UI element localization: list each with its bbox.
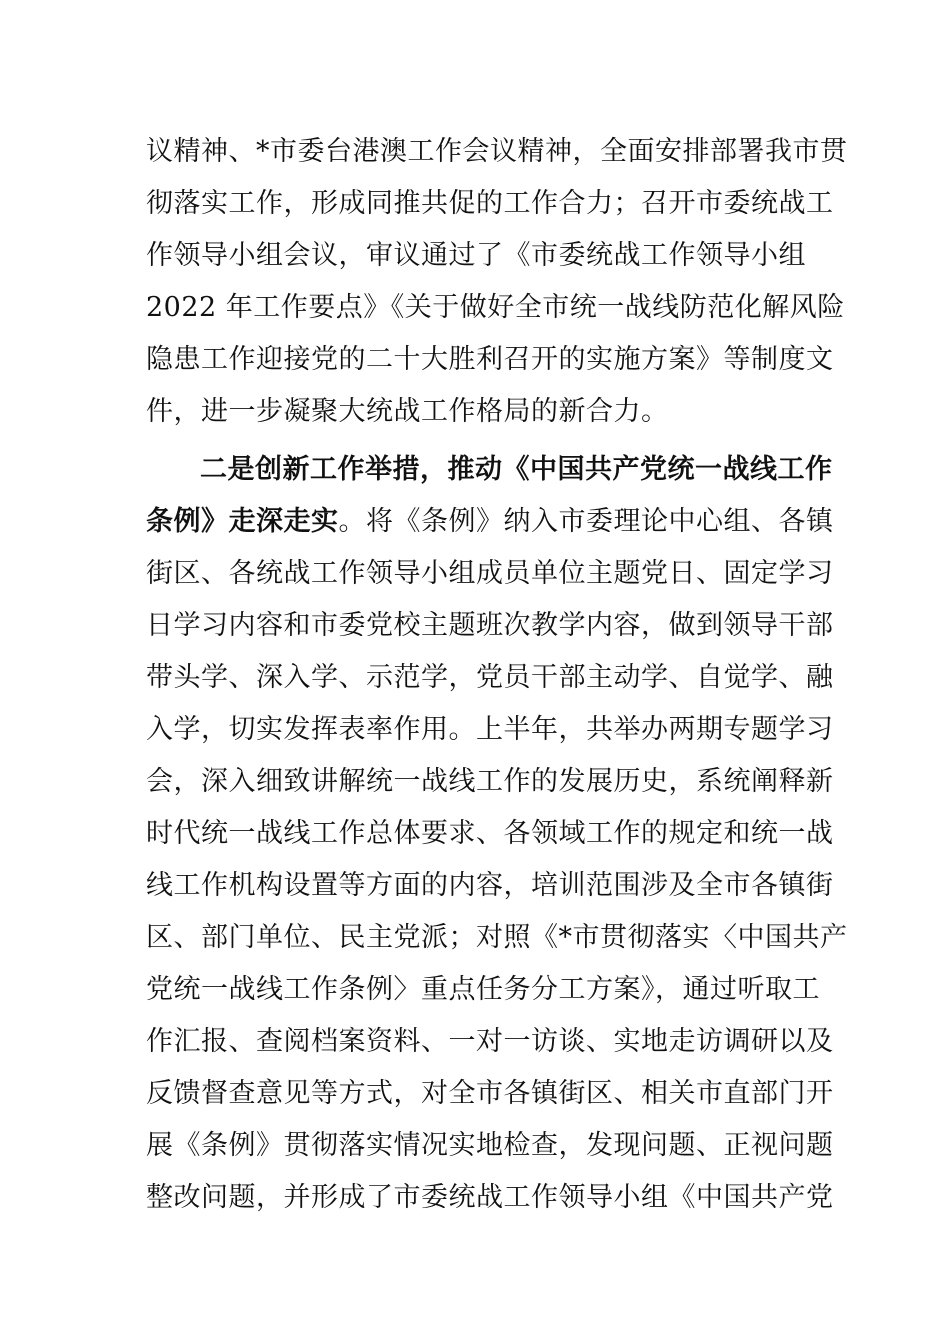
text-line: 隐患工作迎接党的二十大胜利召开的实施方案》等制度文 bbox=[146, 344, 834, 375]
text-line: 线工作机构设置等方面的内容，培训范围涉及全市各镇街 bbox=[146, 870, 834, 901]
text-line: 件，进一步凝聚大统战工作格局的新合力。 bbox=[146, 396, 669, 427]
text-line: 作领导小组会议，审议通过了《市委统战工作领导小组 bbox=[146, 240, 806, 271]
text-line: 作汇报、查阅档案资料、一对一访谈、实地走访调研以及 bbox=[146, 1026, 834, 1057]
text-line: 议精神、*市委台港澳工作会议精神，全面安排部署我市贯 bbox=[146, 136, 848, 167]
paragraph-1 bbox=[146, 126, 848, 438]
section-heading-text: 二是创新工作举措，推动《中国共产党统一战线工作 bbox=[200, 454, 833, 485]
paragraph-2 bbox=[146, 444, 848, 1224]
text-line: 党统一战线工作条例〉重点任务分工方案》，通过听取工 bbox=[146, 974, 820, 1005]
text-line: 区、部门单位、民主党派；对照《*市贯彻落实〈中国共产 bbox=[146, 922, 848, 953]
paragraph-text: 。将《条例》纳入市委理论中心组、各镇 bbox=[338, 506, 834, 537]
section-heading-line bbox=[146, 444, 833, 496]
text-line: 彻落实工作，形成同推共促的工作合力；召开市委统战工 bbox=[146, 188, 834, 219]
text-line: 日学习内容和市委党校主题班次教学内容，做到领导干部 bbox=[146, 610, 834, 641]
text-line bbox=[146, 496, 834, 548]
text-line: 街区、各统战工作领导小组成员单位主题党日、固定学习 bbox=[146, 558, 834, 589]
text-line: 入学，切实发挥表率作用。上半年，共举办两期专题学习 bbox=[146, 714, 834, 745]
text-line: 反馈督查意见等方式，对全市各镇街区、相关市直部门开 bbox=[146, 1078, 834, 1109]
section-heading-continuation: 条例》走深走实 bbox=[146, 506, 339, 537]
text-line: 会，深入细致讲解统一战线工作的发展历史，系统阐释新 bbox=[146, 766, 834, 797]
text-line: 整改问题，并形成了市委统战工作领导小组《中国共产党 bbox=[146, 1182, 834, 1213]
text-line: 带头学、深入学、示范学，党员干部主动学、自觉学、融 bbox=[146, 662, 834, 693]
text-line: 2022 年工作要点》《关于做好全市统一战线防范化解风险 bbox=[146, 292, 845, 323]
text-line: 展《条例》贯彻落实情况实地检查，发现问题、正视问题 bbox=[146, 1130, 834, 1161]
text-line: 时代统一战线工作总体要求、各领域工作的规定和统一战 bbox=[146, 818, 834, 849]
body-text bbox=[146, 126, 848, 1224]
